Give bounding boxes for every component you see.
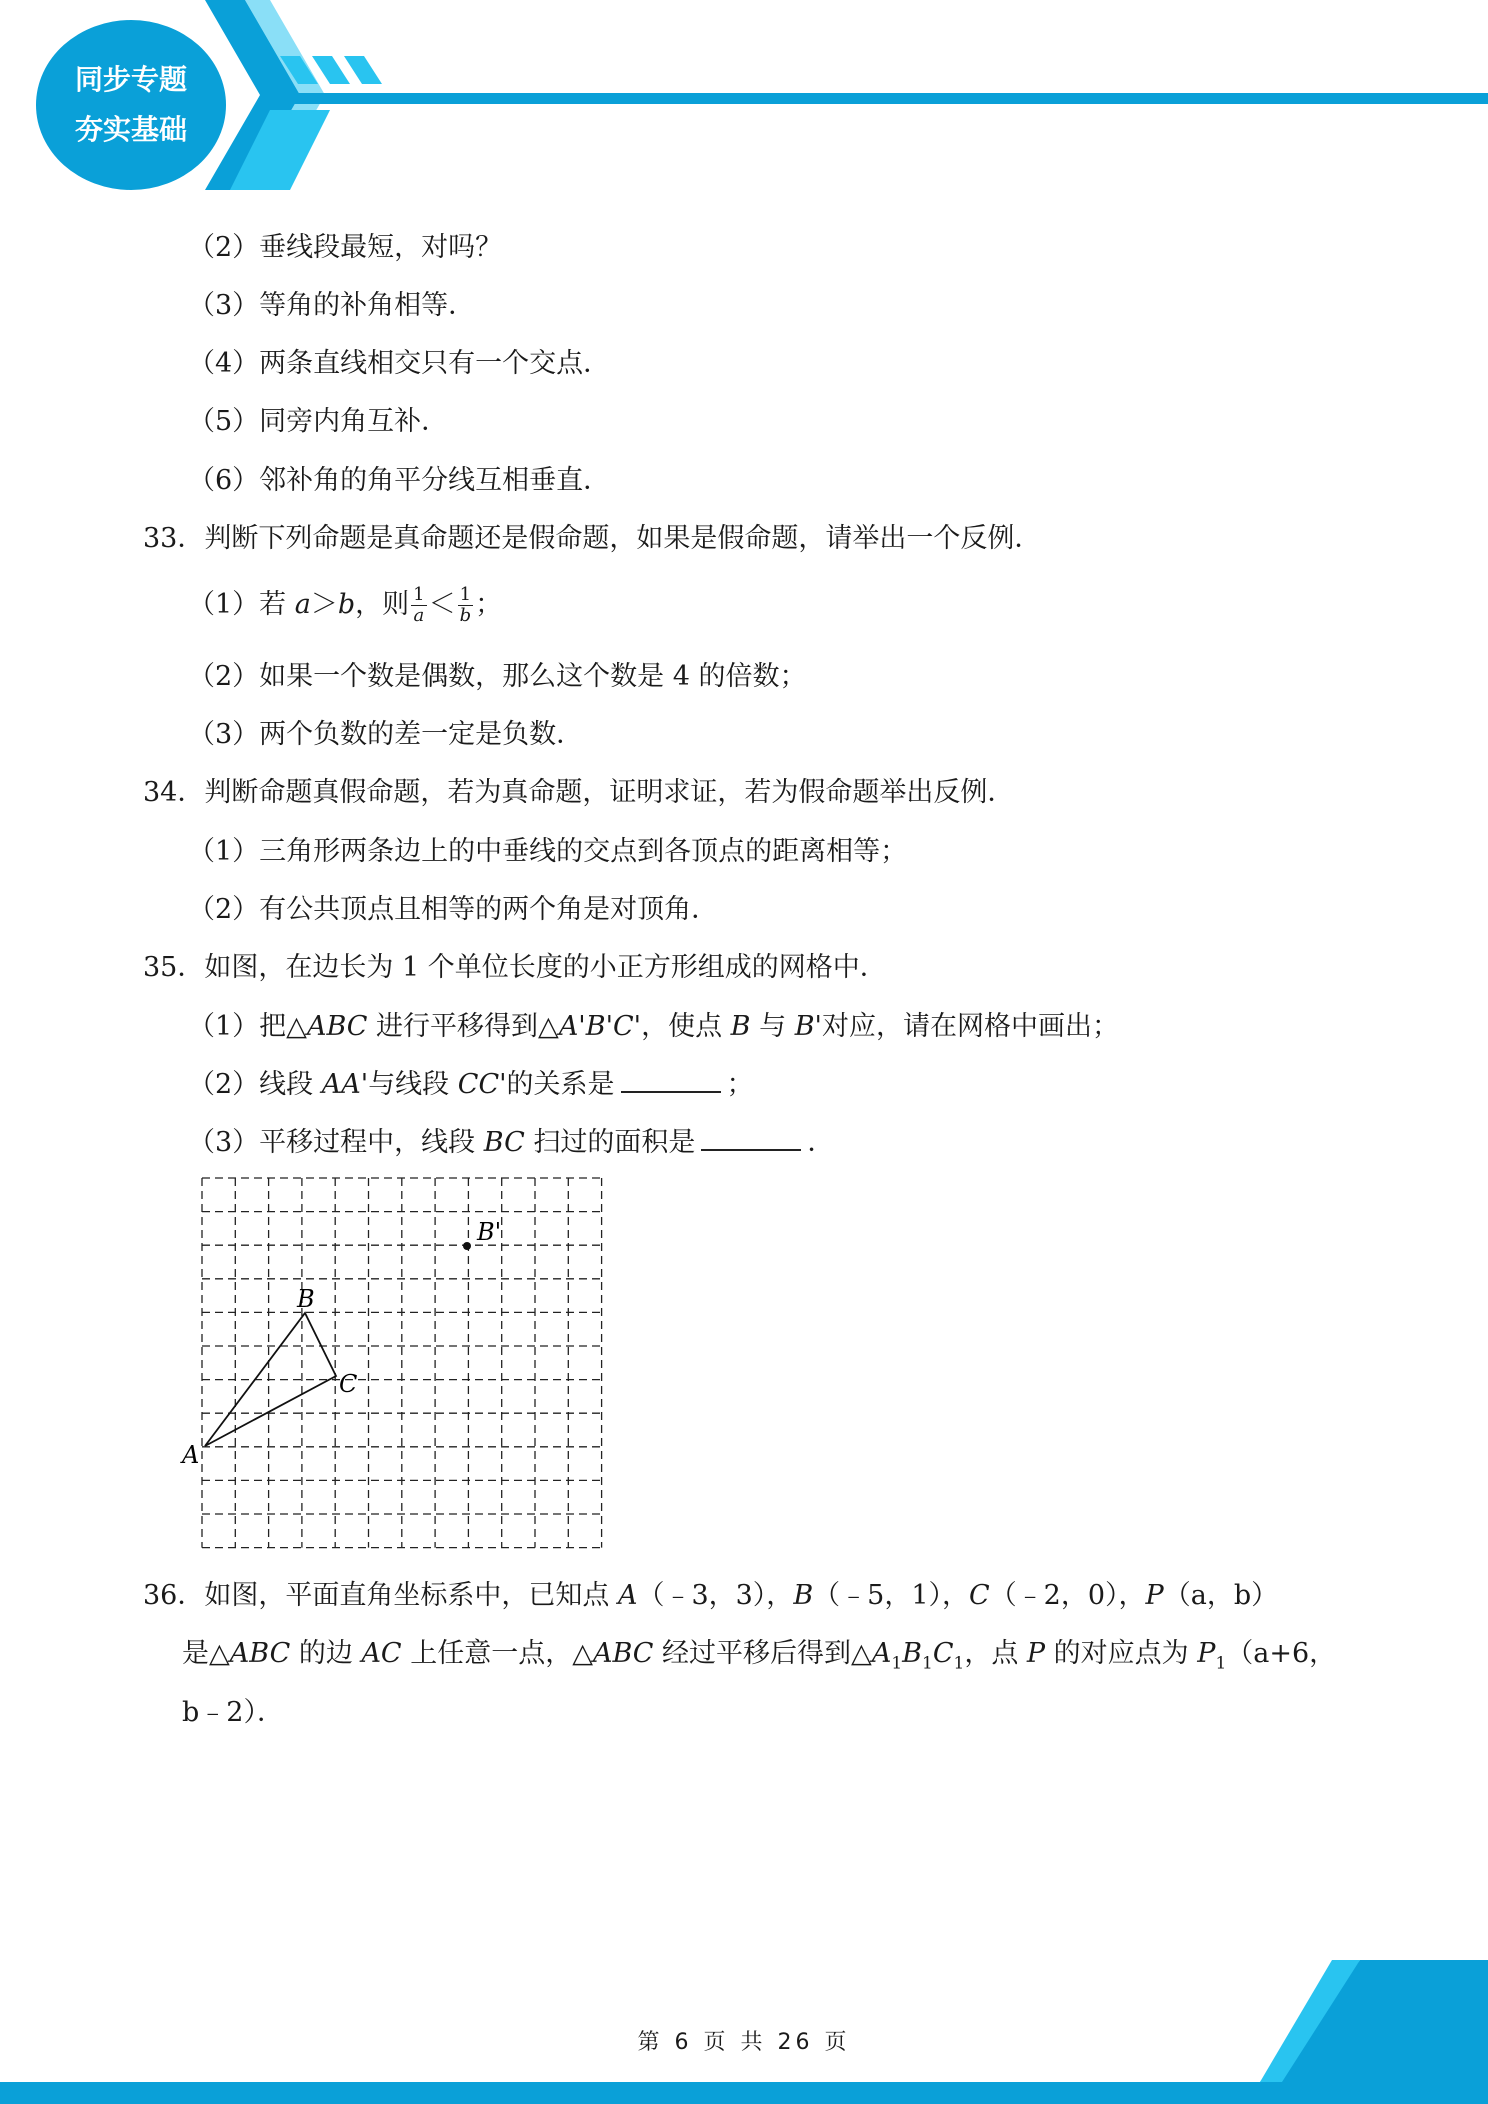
q32-item-5: （5）同旁内角互补．	[188, 406, 449, 437]
fraction-1-over-a	[411, 585, 426, 626]
fraction-1-over-b	[458, 585, 473, 626]
footer-decoration	[1260, 1960, 1488, 2082]
label-c: C	[339, 1370, 358, 1398]
q33-item-1	[188, 582, 502, 626]
q33-then: ，则	[355, 589, 410, 620]
frac-num: 1	[413, 584, 425, 605]
label-a: A	[182, 1441, 200, 1469]
q32-item-3: （3）等角的补角相等．	[188, 290, 476, 321]
frac-num-b: 1	[459, 584, 472, 605]
q33-stem: 33．判断下列命题是真命题还是假命题，如果是假命题，请举出一个反例．	[143, 523, 1042, 554]
q32-item-4: （4）两条直线相交只有一个交点．	[188, 348, 611, 379]
lt-sign: ＜	[428, 589, 456, 620]
q32-item-6: （6）邻补角的角平分线互相垂直．	[188, 465, 611, 496]
frac-den: a	[413, 605, 425, 626]
page-header	[0, 0, 1488, 200]
q33-item1-prefix: （1）若	[188, 589, 295, 620]
q36-line-2: 是△ABC 的边 AC 上任意一点，△ABC 经过平移后得到$\triangle A_1B_1C_1$，点 P 的对应点为 $P_1(a+6$，	[182, 1638, 1337, 1674]
q33-item-2: （2）如果一个数是偶数，那么这个数是 4 的倍数；	[188, 661, 807, 692]
q34-item-2: （2）有公共顶点且相等的两个角是对顶角．	[188, 894, 719, 925]
var-b: b	[337, 589, 356, 620]
label-b: B	[297, 1285, 315, 1313]
grid-figure	[175, 1170, 615, 1560]
header-badge	[36, 20, 226, 190]
q34-stem: 34．判断命题真假命题，若为真命题，证明求证，若为假命题举出反例．	[143, 777, 1015, 808]
page-number: 第 6 页 共 26 页	[637, 2030, 851, 2055]
q35-item-1: （1）把△ABC 进行平移得到△A'B'C'，使点 B 与 B'对应，请在网格中画出；	[188, 1011, 1119, 1042]
badge-line-2: 夯实基础	[74, 113, 187, 146]
badge-line-1: 同步专题	[74, 63, 187, 96]
q33-item1-end: ；	[475, 589, 503, 620]
gt-sign: ＞	[310, 589, 338, 620]
q32-item-2: （2）垂线段最短，对吗？	[188, 232, 503, 263]
answer-blank-2[interactable]	[621, 1065, 721, 1093]
q35-stem: 35．如图，在边长为 1 个单位长度的小正方形组成的网格中．	[143, 952, 887, 983]
q34-item-1: （1）三角形两条边上的中垂线的交点到各顶点的距离相等；	[188, 836, 908, 867]
q36-line-1: 36．如图，平面直角坐标系中，已知点 A（﹣3，3），B（﹣5，1），C（﹣2，0），P（a，b）	[143, 1580, 1279, 1611]
footer-bar	[0, 2082, 1488, 2104]
var-a: a	[294, 589, 311, 620]
q35-item-3: （3）平移过程中，线段 BC 扫过的面积是 ．	[188, 1120, 834, 1159]
q36-line-3: b﹣2）．	[182, 1697, 284, 1728]
label-b-prime: B'	[477, 1218, 502, 1246]
point-b-prime	[463, 1242, 471, 1250]
answer-blank-3[interactable]	[701, 1123, 801, 1151]
q33-item-3: （3）两个负数的差一定是负数．	[188, 719, 584, 750]
frac-den-b: b	[459, 605, 472, 626]
dashed-grid	[202, 1178, 602, 1548]
q35-item-2: （2）线段 AA'与线段 CC'的关系是 ；	[188, 1062, 754, 1101]
